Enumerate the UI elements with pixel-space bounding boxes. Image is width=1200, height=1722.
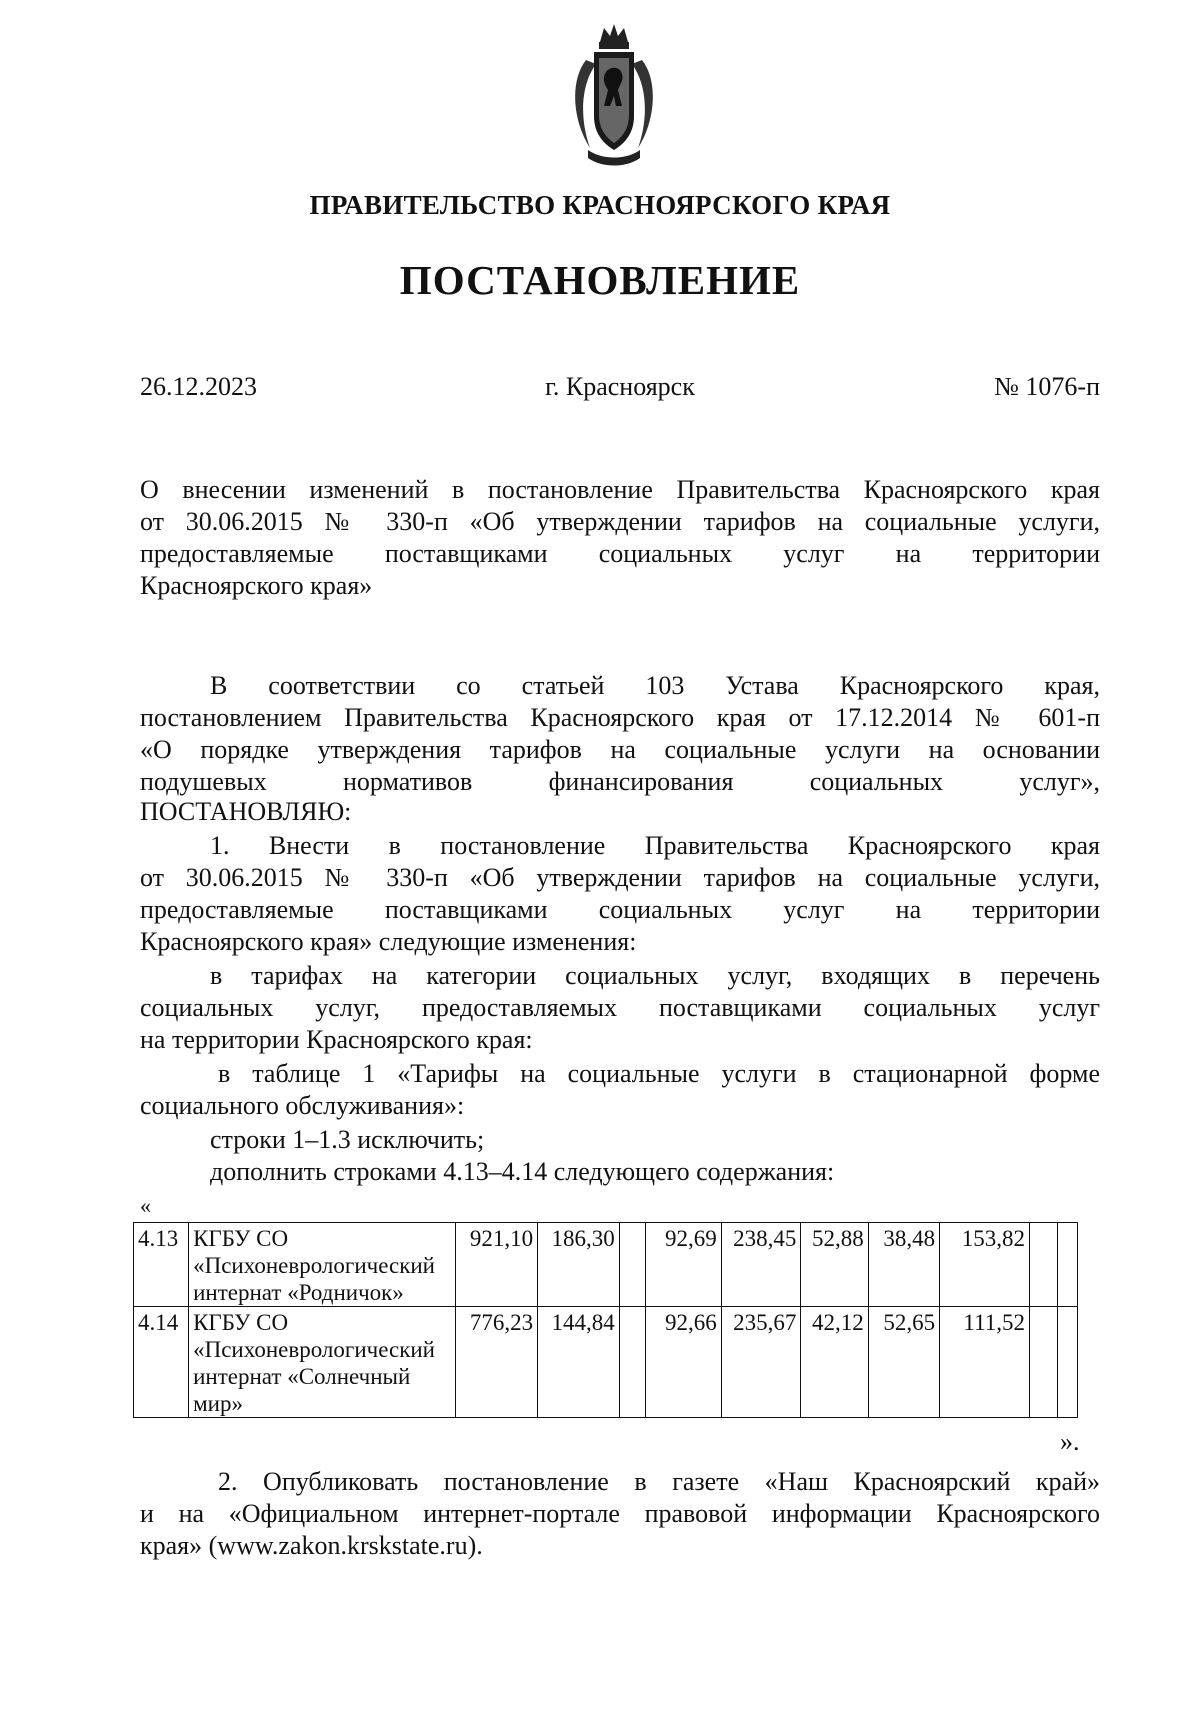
item1-line: предоставляемые поставщиками социальных услуг на территории (140, 895, 1100, 924)
quote-open: « (140, 1193, 151, 1218)
row-index: 4.14 (134, 1307, 189, 1418)
title-line: предоставляемые поставщиками социальных услуг на территории (140, 539, 1100, 568)
document-number: № 1076-п (994, 372, 1100, 401)
tariff-cell (619, 1223, 646, 1307)
tariff-cell: 776,23 (456, 1307, 538, 1418)
tariff-cell: 42,12 (801, 1307, 868, 1418)
item1-line: дополнить строками 4.13–4.14 следующего содержания: (210, 1157, 835, 1186)
preamble-line: «О порядке утверждения тарифов на социальные услуги на основании (140, 735, 1100, 764)
provider-name: КГБУ СО «Психоневрологический интернат «Родничок» (189, 1223, 456, 1307)
title-line: от 30.06.2015 № 330-п «Об утверждении тарифов на социальные услуги, (140, 507, 1100, 536)
tariff-cell: 186,30 (538, 1223, 620, 1307)
tariff-cell (1057, 1223, 1077, 1307)
organization-title: ПРАВИТЕЛЬСТВО КРАСНОЯРСКОГО КРАЯ (309, 190, 891, 220)
item1-line: Красноярского края» следующие изменения: (140, 927, 637, 956)
tariff-cell: 235,67 (721, 1307, 801, 1418)
table-row (134, 1307, 1078, 1418)
tariff-cell: 111,52 (940, 1307, 1030, 1418)
item1-line: 1. Внести в постановление Правительства Красноярского края (210, 831, 1100, 860)
preamble-line: постановлением Правительства Красноярского края от 17.12.2014 № 601-п (140, 703, 1100, 732)
document-city: г. Красноярск (545, 372, 695, 401)
item2-line: и на «Официальном интернет-портале правовой информации Красноярского (140, 1499, 1100, 1528)
tariff-cell: 38,48 (868, 1223, 939, 1307)
tariff-cell: 921,10 (456, 1223, 538, 1307)
provider-name: КГБУ СО «Психоневрологический интернат «Солнечный мир» (189, 1307, 456, 1418)
tariff-cell: 238,45 (721, 1223, 801, 1307)
tariff-cell: 52,88 (801, 1223, 868, 1307)
tariff-cell (1057, 1307, 1077, 1418)
tariff-cell: 153,82 (940, 1223, 1030, 1307)
document-type-title: ПОСТАНОВЛЕНИЕ (399, 257, 801, 303)
tariff-cell: 92,66 (646, 1307, 722, 1418)
tariff-cell: 92,69 (646, 1223, 722, 1307)
quote-close: ». (1060, 1427, 1080, 1456)
document-date: 26.12.2023 (140, 372, 257, 401)
item2-line: края» (www.zakon.krskstate.ru). (140, 1531, 483, 1560)
tariff-cell (1029, 1223, 1057, 1307)
item1-line: от 30.06.2015 № 330-п «Об утверждении тарифов на социальные услуги, (140, 863, 1100, 892)
title-line: О внесении изменений в постановление Правительства Красноярского края (140, 475, 1100, 504)
tariff-cell (619, 1307, 646, 1418)
item1-line: на территории Красноярского края: (140, 1025, 533, 1054)
preamble-line: В соответствии со статьей 103 Устава Красноярского края, (210, 671, 1100, 700)
item1-line: социальных услуг, предоставляемых поставщиками социальных услуг (140, 993, 1100, 1022)
item1-line: социального обслуживания»: (140, 1091, 465, 1120)
krasnoyarsk-coat-of-arms-icon (566, 20, 662, 170)
table-row (134, 1223, 1078, 1307)
preamble-line: ПОСТАНОВЛЯЮ: (140, 797, 352, 826)
tariff-cell (1029, 1307, 1057, 1418)
row-index: 4.13 (134, 1223, 189, 1307)
tariff-cell: 52,65 (868, 1307, 939, 1418)
document-meta (140, 372, 1100, 408)
tariff-cell: 144,84 (538, 1307, 620, 1418)
item1-line: строки 1–1.3 исключить; (210, 1125, 485, 1154)
title-line: Красноярского края» (140, 571, 373, 600)
item2-line: 2. Опубликовать постановление в газете «Наш Красноярский край» (218, 1467, 1100, 1496)
item1-line: в тарифах на категории социальных услуг, входящих в перечень (210, 961, 1100, 990)
preamble-line: подушевых нормативов финансирования социальных услуг», (140, 767, 1100, 796)
tariff-table (133, 1222, 1078, 1418)
item1-line: в таблице 1 «Тарифы на социальные услуги в стационарной форме (218, 1059, 1100, 1088)
